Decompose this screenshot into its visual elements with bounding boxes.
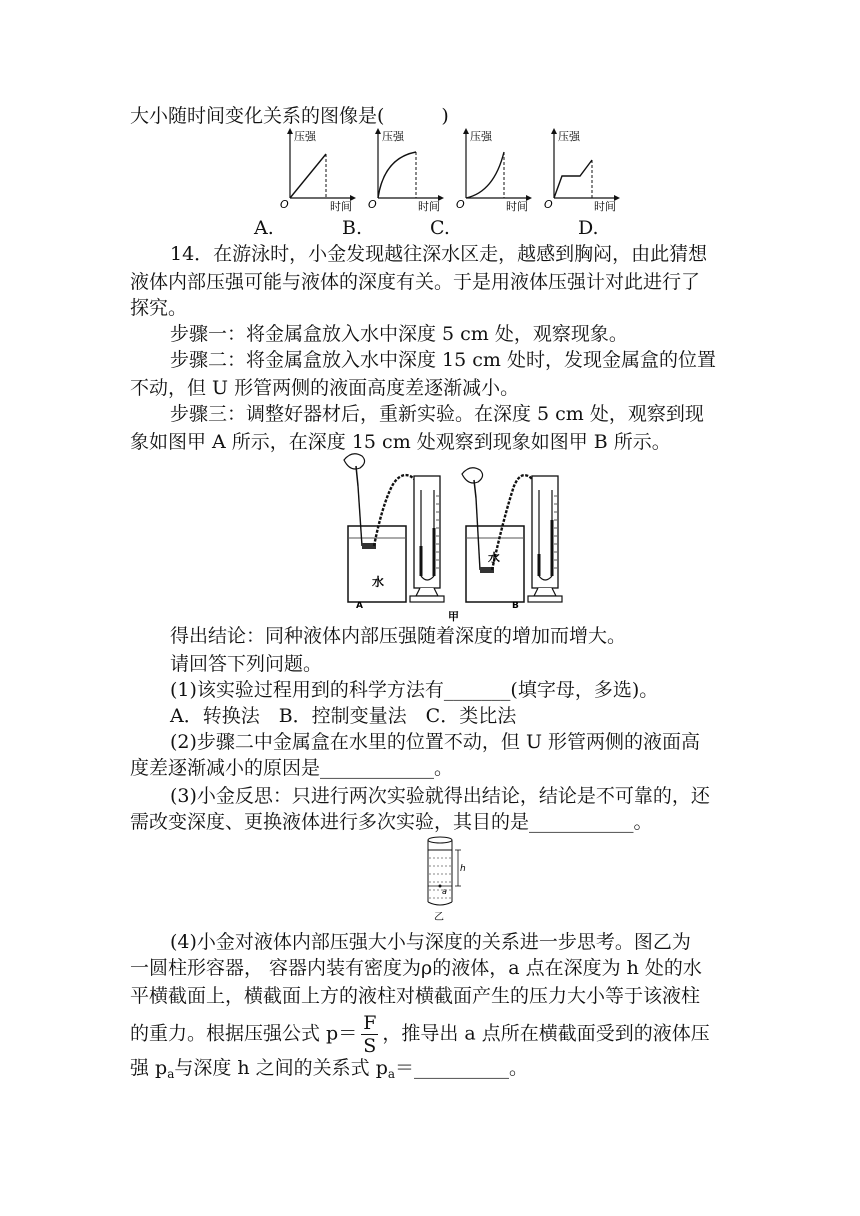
option-b-label: B.: [342, 217, 363, 239]
graph-c-origin: O: [456, 198, 465, 211]
graph-c-ylabel: 压强: [470, 130, 492, 143]
subscript-a-1: a: [167, 1067, 175, 1081]
h-label: h: [460, 864, 466, 874]
graph-a-origin: O: [280, 198, 289, 211]
subscript-a-2: a: [387, 1067, 396, 1081]
graph-b: [368, 128, 444, 213]
option-a-label: A.: [254, 217, 274, 239]
option-d-label: D.: [578, 217, 599, 239]
label-a: A: [356, 601, 363, 611]
q14-sub2-1: (2)步骤二中金属盒在水里的位置不动，但 U 形管两侧的液面高: [170, 731, 701, 753]
q14-sub4-5b: 与深度 h 之间的关系式 p: [174, 1057, 388, 1079]
q14-sub3-2: 需改变深度、更换液体进行多次实验，其目的是___________。: [130, 811, 653, 833]
q14-sub3-1: (3)小金反思：只进行两次实验就得出结论，结论是不可靠的，还: [170, 785, 710, 807]
graph-a-ylabel: 压强: [294, 130, 316, 143]
q14-sub1-options: A．转换法 B．控制变量法 C．类比法: [170, 705, 517, 727]
q14-sub2-2: 度差逐渐减小的原因是____________。: [130, 757, 454, 779]
q14-sub4-5a: 强 p: [130, 1057, 168, 1079]
label-b: B: [512, 601, 519, 611]
graph-d-origin: O: [544, 198, 553, 211]
pressure-fraction: [361, 1012, 378, 1057]
graph-c: [456, 128, 532, 213]
graph-b-ylabel: 压强: [382, 130, 404, 143]
q14-sub4-3: 平横截面上，横截面上方的液柱对横截面产生的压力大小等于该液柱: [130, 985, 701, 1007]
q14-step3-1: 步骤三：调整好器材后，重新实验。在深度 5 cm 处，观察到现: [170, 403, 704, 425]
apparatus-b: [462, 468, 562, 611]
q14-sub4-5c: ＝__________。: [395, 1057, 529, 1079]
graph-a: [280, 128, 356, 213]
q13-tail-text: 大小随时间变化关系的图像是( ): [130, 105, 449, 127]
q14-sub4-4b: ，推导出 a 点所在横截面受到的液体压: [382, 1022, 710, 1045]
q14-prompt: 请回答下列问题。: [170, 653, 323, 675]
graph-c-xlabel: 时间: [506, 200, 528, 213]
a-point-label: a: [442, 887, 447, 896]
q14-intro-1: 14．在游泳时，小金发现越往深水区走，越感到胸闷，由此猜想: [170, 243, 708, 265]
graph-b-origin: O: [368, 198, 377, 211]
option-c-label: C.: [430, 217, 450, 239]
q14-intro-3: 探究。: [130, 297, 188, 319]
graph-d-ylabel: 压强: [558, 130, 580, 143]
q14-step1: 步骤一：将金属盒放入水中深度 5 cm 处，观察现象。: [170, 323, 628, 345]
figure-jia-caption: 甲: [448, 610, 459, 622]
water-label-b: 水: [488, 551, 501, 565]
q14-sub4-4: [130, 1012, 710, 1057]
figure-jia: [326, 446, 576, 626]
graph-b-xlabel: 时间: [418, 200, 440, 213]
q14-intro-2: 液体内部压强可能与液体的深度有关。于是用液体压强计对此进行了: [130, 271, 701, 293]
water-label-a: 水: [372, 575, 385, 589]
figure-yi-caption: 乙: [434, 912, 444, 923]
q14-sub4-2: 一圆柱形容器， 容器内装有密度为ρ的液体，a 点在深度为 h 处的水: [130, 957, 702, 979]
q14-sub4-5: [130, 1056, 528, 1086]
q14-sub4-1: (4)小金对液体内部压强大小与深度的关系进一步思考。图乙为: [170, 931, 691, 953]
figure-yi: [420, 834, 470, 928]
q14-sub4-4a: 的重力。根据压强公式 p＝: [130, 1022, 358, 1045]
fraction-denominator: S: [363, 1035, 377, 1057]
q14-step3-2: 象如图甲 A 所示，在深度 15 cm 处观察到现象如图甲 B 所示。: [130, 431, 671, 453]
graph-d-xlabel: 时间: [594, 200, 616, 213]
q14-sub1: (1)该实验过程用到的科学方法有_______(填字母，多选)。: [170, 679, 659, 701]
graph-a-xlabel: 时间: [330, 200, 352, 213]
fraction-numerator: F: [363, 1012, 377, 1034]
q14-step2-2: 不动，但 U 形管两侧的液面高度差逐渐减小。: [130, 377, 520, 399]
q14-step2-1: 步骤二：将金属盒放入水中深度 15 cm 处时，发现金属盒的位置: [170, 349, 716, 371]
q14-conclusion: 得出结论：同种液体内部压强随着深度的增加而增大。: [170, 625, 627, 647]
graph-d: [544, 128, 620, 213]
apparatus-a: [344, 454, 444, 611]
graph-options-figure: [278, 128, 658, 218]
